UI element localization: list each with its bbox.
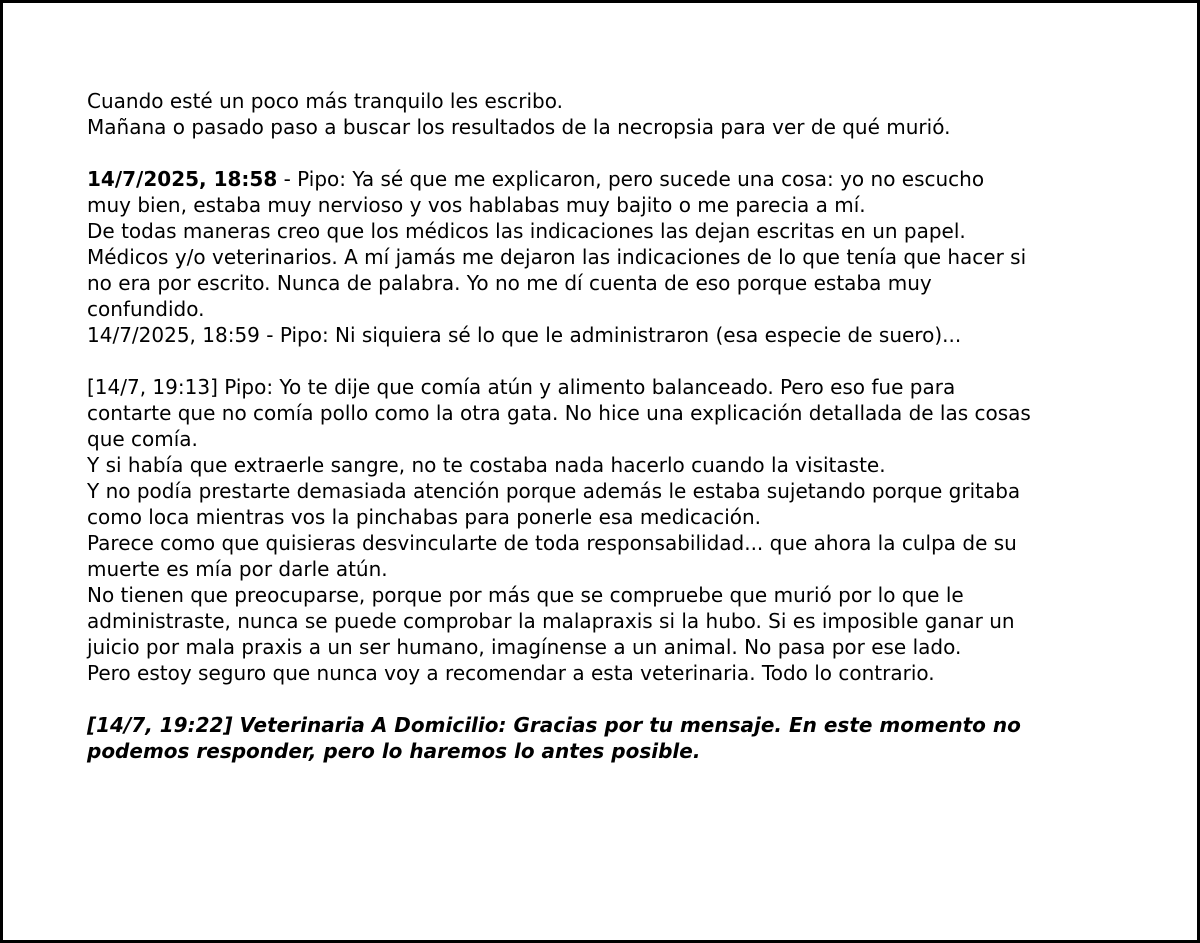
message-block-1 [87, 88, 1167, 140]
text-line: confundido. [87, 297, 205, 321]
text-line: Pero estoy seguro que nunca voy a recomendar a esta veterinaria. Todo lo contrario. [87, 661, 935, 685]
message-timestamp: 14/7/2025, 18:58 [87, 167, 278, 191]
text-line: que comía. [87, 427, 198, 451]
text-line: No tienen que preocuparse, porque por más que se compruebe que murió por lo que le [87, 583, 964, 607]
text-line: Mañana o pasado paso a buscar los resultados de la necropsia para ver de qué murió. [87, 115, 951, 139]
text-line: [14/7, 19:13] Pipo: Yo te dije que comía atún y alimento balanceado. Pero eso fue para [87, 375, 956, 399]
text-line [87, 166, 1167, 192]
text-line: Médicos y/o veterinarios. A mí jamás me dejaron las indicaciones de lo que tenía que hacer si [87, 245, 1027, 269]
text-line: Parece como que quisieras desvincularte de toda responsabilidad... que ahora la culpa de su [87, 531, 1017, 555]
text-line: De todas maneras creo que los médicos las indicaciones las dejan escritas en un papel. [87, 219, 966, 243]
text-line: administraste, nunca se puede comprobar la malapraxis si la hubo. Si es imposible ganar un [87, 609, 1015, 633]
text-line: Cuando esté un poco más tranquilo les escribo. [87, 89, 563, 113]
auto-reply-block [87, 712, 1167, 764]
text-line: Y si había que extraerle sangre, no te costaba nada hacerlo cuando la visitaste. [87, 453, 886, 477]
text-line: como loca mientras vos la pinchabas para ponerle esa medicación. [87, 505, 762, 529]
text-line: muy bien, estaba muy nervioso y vos hablabas muy bajito o me parecia a mí. [87, 193, 866, 217]
message-block-3 [87, 374, 1167, 686]
document-body [87, 88, 1167, 790]
text-line: [14/7, 19:22] Veterinaria A Domicilio: Gracias por tu mensaje. En este momento no [87, 713, 1021, 737]
text-line: contarte que no comía pollo como la otra gata. No hice una explicación detallada de las cosas [87, 401, 1031, 425]
text-line: podemos responder, pero lo haremos lo antes posible. [87, 739, 701, 763]
message-block-2 [87, 166, 1167, 348]
text-line: juicio por mala praxis a un ser humano, imagínense a un animal. No pasa por ese lado. [87, 635, 962, 659]
message-text: - Pipo: Ya sé que me explicaron, pero sucede una cosa: yo no escucho [277, 167, 985, 191]
text-line: no era por escrito. Nunca de palabra. Yo no me dí cuenta de eso porque estaba muy [87, 271, 932, 295]
text-line: 14/7/2025, 18:59 - Pipo: Ni siquiera sé lo que le administraron (esa especie de suero)... [87, 323, 962, 347]
text-line: Y no podía prestarte demasiada atención porque además le estaba sujetando porque gritaba [87, 479, 1021, 503]
text-line: muerte es mía por darle atún. [87, 557, 388, 581]
